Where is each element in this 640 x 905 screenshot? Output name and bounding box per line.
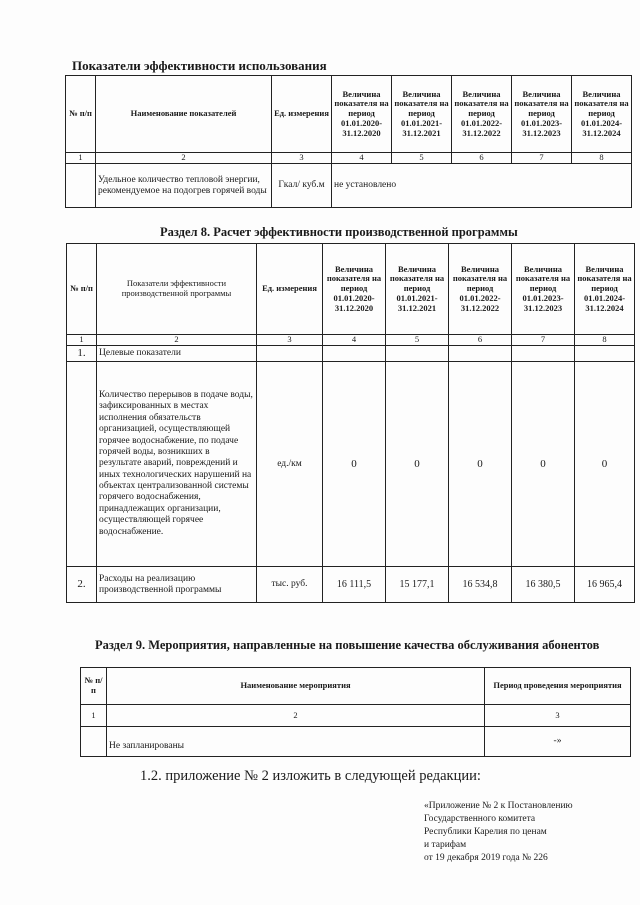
group-number: 1. [67,346,97,362]
col-header: Величина показателя на период 01.01.2024-31.12.2024 [575,244,635,335]
col-header: Период проведения мероприятия [485,668,631,705]
col-header: № п/п [81,668,107,705]
table-row [66,164,632,208]
col-number: 3 [272,153,332,164]
col-header: Величина показателя на период 01.01.2022-31.12.2022 [452,76,512,153]
annex-note-line: и тарифам [424,840,467,851]
value-cell: 16 380,5 [512,567,575,603]
group-name: Целевые показатели [97,346,257,362]
section9-title: Раздел 9. Мероприятия, направленные на повышение качества обслуживания абонентов [95,638,600,652]
column-number-row [67,335,635,346]
col-number: 8 [572,153,632,164]
col-number: 1 [67,335,97,346]
group-row [67,346,635,362]
col-number: 2 [96,153,272,164]
annex-note-line: от 19 декабря 2019 года № 226 [424,853,548,864]
table-header-row [81,668,631,705]
col-header: Величина показателя на период 01.01.2020-31.12.2020 [323,244,386,335]
value-cell: 0 [386,362,449,567]
indicator-name: Количество перерывов в подаче воды, зафиксированных в местах исполнения обязательств организацией, осуществляющей горячее водоснабжение, по подаче горячей воды, возникших в результате аварий, повреждений и иных технологических нарушений на объектах централизованной системы горячего водоснабжения, принадлежащих организации, осуществляющей горячее водоснабжение. [97,362,257,567]
col-header: Величина показателя на период 01.01.2022-31.12.2022 [449,244,512,335]
col-number: 4 [323,335,386,346]
row-number-cell [81,727,107,757]
value-cell: 16 534,8 [449,567,512,603]
empty-cell [449,346,512,362]
empty-cell [512,346,575,362]
value-cell: 0 [512,362,575,567]
col-number: 1 [81,705,107,727]
value-cell: 0 [449,362,512,567]
empty-cell [386,346,449,362]
section8-table [66,243,635,603]
value-cell: не установлено [332,164,632,208]
col-header: Наименование показателей [96,76,272,153]
amendment-paragraph: 1.2. приложение № 2 изложить в следующей редакции: [140,768,481,784]
empty-cell [575,346,635,362]
col-header: Величина показателя на период 01.01.2023-31.12.2023 [512,244,575,335]
row-number: 2. [67,567,97,603]
row-number-cell [67,362,97,567]
section-efficiency-title: Показатели эффективности использования [72,58,327,73]
col-header: Величина показателя на период 01.01.2023-31.12.2023 [512,76,572,153]
empty-cell [323,346,386,362]
section9-table [80,667,631,757]
table-row [81,727,631,757]
value-cell: 0 [323,362,386,567]
column-number-row [81,705,631,727]
col-number: 4 [332,153,392,164]
col-number: 6 [452,153,512,164]
col-number: 5 [386,335,449,346]
col-number: 2 [97,335,257,346]
col-number: 8 [575,335,635,346]
section8-title: Раздел 8. Расчет эффективности производственной программы [160,225,518,239]
col-number: 2 [107,705,485,727]
measure-name: Не запланированы [107,727,485,757]
col-number: 7 [512,153,572,164]
period-cell: -» [485,727,631,757]
row-number-cell [66,164,96,208]
efficiency-table [65,75,632,208]
col-number: 5 [392,153,452,164]
col-number: 1 [66,153,96,164]
col-header: Величина показателя на период 01.01.2021-31.12.2021 [392,76,452,153]
table-row [67,362,635,567]
annex-note-line: «Приложение № 2 к Постановлению [424,801,573,811]
col-header: Ед. измерения [272,76,332,153]
col-header: Наименование мероприятия [107,668,485,705]
col-header: № п/п [66,76,96,153]
col-header: Величина показателя на период 01.01.2020-31.12.2020 [332,76,392,153]
indicator-name: Удельное количество тепловой энергии, рекомендуемое на подогрев горячей воды [96,164,272,208]
col-number: 6 [449,335,512,346]
value-cell: 16 965,4 [575,567,635,603]
col-header: № п/п [67,244,97,335]
col-header: Ед. измерения [257,244,323,335]
col-header: Величина показателя на период 01.01.2021-31.12.2021 [386,244,449,335]
col-number: 3 [257,335,323,346]
annex-note-line: Государственного комитета [424,814,536,825]
col-header: Величина показателя на период 01.01.2024-31.12.2024 [572,76,632,153]
col-number: 7 [512,335,575,346]
table-row [67,567,635,603]
col-number: 3 [485,705,631,727]
value-cell: 16 111,5 [323,567,386,603]
column-number-row [66,153,632,164]
value-cell: 0 [575,362,635,567]
col-header: Показатели эффективности производственной программы [97,244,257,335]
annex-note-line: Республики Карелия по ценам [424,827,547,838]
unit-cell: ед./км [257,362,323,567]
table-header-row [67,244,635,335]
table-header-row [66,76,632,153]
indicator-name: Расходы на реализацию производственной программы [97,567,257,603]
empty-cell [257,346,323,362]
unit-cell: Гкал/ куб.м [272,164,332,208]
unit-cell: тыс. руб. [257,567,323,603]
value-cell: 15 177,1 [386,567,449,603]
annex-note [424,800,573,866]
